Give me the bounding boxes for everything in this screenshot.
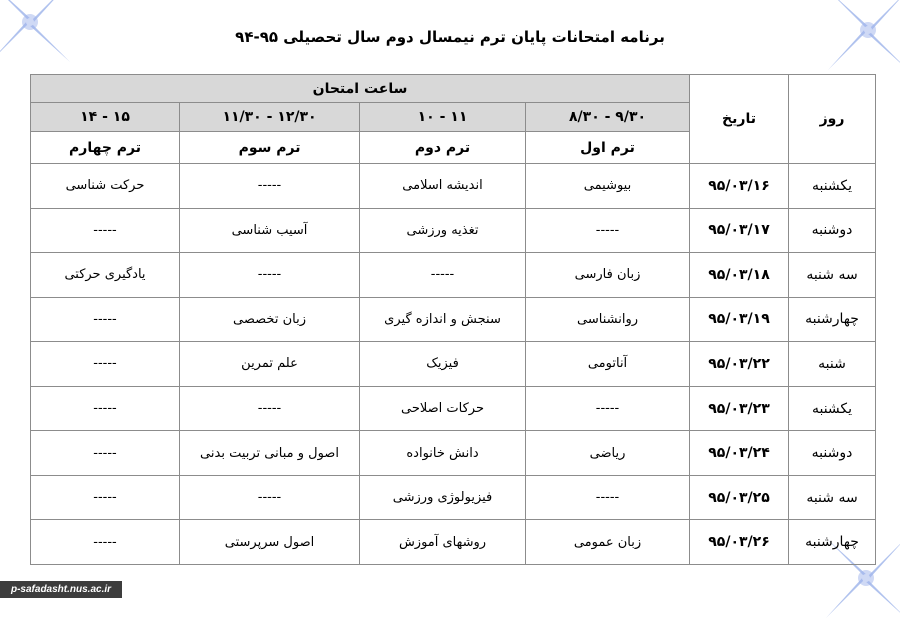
exam-schedule-table xyxy=(30,74,876,565)
course-cell: روشهای آموزش xyxy=(360,520,526,565)
course-cell: علم تمرین xyxy=(180,342,360,387)
course-cell: دانش خانواده xyxy=(360,431,526,476)
date-cell: ۹۵/۰۳/۱۸ xyxy=(690,253,789,298)
course-cell: فیزیک xyxy=(360,342,526,387)
course-cell: ----- xyxy=(180,164,360,209)
day-cell: دوشنبه xyxy=(789,431,876,476)
day-cell: یکشنبه xyxy=(789,164,876,209)
header-day: روز xyxy=(789,75,876,164)
course-cell: ----- xyxy=(31,386,180,431)
header-term: ترم سوم xyxy=(180,132,360,164)
day-cell: شنبه xyxy=(789,342,876,387)
course-cell: ----- xyxy=(31,475,180,520)
course-cell: سنجش و اندازه گیری xyxy=(360,297,526,342)
course-cell: روانشناسی xyxy=(526,297,690,342)
date-cell: ۹۵/۰۳/۲۳ xyxy=(690,386,789,431)
header-term: ترم دوم xyxy=(360,132,526,164)
course-cell: یادگیری حرکتی xyxy=(31,253,180,298)
table-row xyxy=(31,297,876,342)
header-slot-time: ۱۲/۳۰ - ۱۱/۳۰ xyxy=(180,103,360,132)
table-row xyxy=(31,520,876,565)
course-cell: آسیب شناسی xyxy=(180,208,360,253)
course-cell: ----- xyxy=(180,475,360,520)
course-cell: ----- xyxy=(31,208,180,253)
course-cell: ----- xyxy=(31,431,180,476)
page-title: برنامه امتحانات پایان ترم نیمسال دوم سال تحصیلی ۹۵-۹۴ xyxy=(235,28,665,46)
date-cell: ۹۵/۰۳/۱۷ xyxy=(690,208,789,253)
course-cell: ----- xyxy=(526,475,690,520)
course-cell: حرکت شناسی xyxy=(31,164,180,209)
course-cell: بیوشیمی xyxy=(526,164,690,209)
day-cell: چهارشنبه xyxy=(789,297,876,342)
date-cell: ۹۵/۰۳/۱۹ xyxy=(690,297,789,342)
date-cell: ۹۵/۰۳/۱۶ xyxy=(690,164,789,209)
course-cell: اصول و مبانی تربیت بدنی xyxy=(180,431,360,476)
table-row xyxy=(31,164,876,209)
day-cell: سه شنبه xyxy=(789,253,876,298)
table-row xyxy=(31,208,876,253)
course-cell: اندیشه اسلامی xyxy=(360,164,526,209)
course-cell: تغذیه ورزشی xyxy=(360,208,526,253)
table-row xyxy=(31,342,876,387)
day-cell: دوشنبه xyxy=(789,208,876,253)
header-exam-time: ساعت امتحان xyxy=(31,75,690,103)
course-cell: حرکات اصلاحی xyxy=(360,386,526,431)
course-cell: ----- xyxy=(31,520,180,565)
header-slot-time: ۱۱ - ۱۰ xyxy=(360,103,526,132)
course-cell: زبان فارسی xyxy=(526,253,690,298)
course-cell: زبان تخصصی xyxy=(180,297,360,342)
date-cell: ۹۵/۰۳/۲۶ xyxy=(690,520,789,565)
course-cell: اصول سرپرستی xyxy=(180,520,360,565)
course-cell: فیزیولوژی ورزشی xyxy=(360,475,526,520)
day-cell: یکشنبه xyxy=(789,386,876,431)
header-date: تاریخ xyxy=(690,75,789,164)
course-cell: ----- xyxy=(526,208,690,253)
date-cell: ۹۵/۰۳/۲۴ xyxy=(690,431,789,476)
header-slot-time: ۹/۳۰ - ۸/۳۰ xyxy=(526,103,690,132)
day-cell: سه شنبه xyxy=(789,475,876,520)
date-cell: ۹۵/۰۳/۲۲ xyxy=(690,342,789,387)
course-cell: ----- xyxy=(31,297,180,342)
table-row xyxy=(31,253,876,298)
header-slot-time: ۱۵ - ۱۴ xyxy=(31,103,180,132)
header-term: ترم چهارم xyxy=(31,132,180,164)
table-row xyxy=(31,431,876,476)
course-cell: زبان عمومی xyxy=(526,520,690,565)
table-row xyxy=(31,386,876,431)
table-row xyxy=(31,475,876,520)
date-cell: ۹۵/۰۳/۲۵ xyxy=(690,475,789,520)
site-watermark: p-safadasht.nus.ac.ir xyxy=(0,581,122,598)
course-cell: ----- xyxy=(360,253,526,298)
course-cell: آناتومی xyxy=(526,342,690,387)
day-cell: چهارشنبه xyxy=(789,520,876,565)
header-term: ترم اول xyxy=(526,132,690,164)
course-cell: ----- xyxy=(526,386,690,431)
course-cell: ----- xyxy=(180,253,360,298)
course-cell: ----- xyxy=(180,386,360,431)
course-cell: ----- xyxy=(31,342,180,387)
course-cell: ریاضی xyxy=(526,431,690,476)
